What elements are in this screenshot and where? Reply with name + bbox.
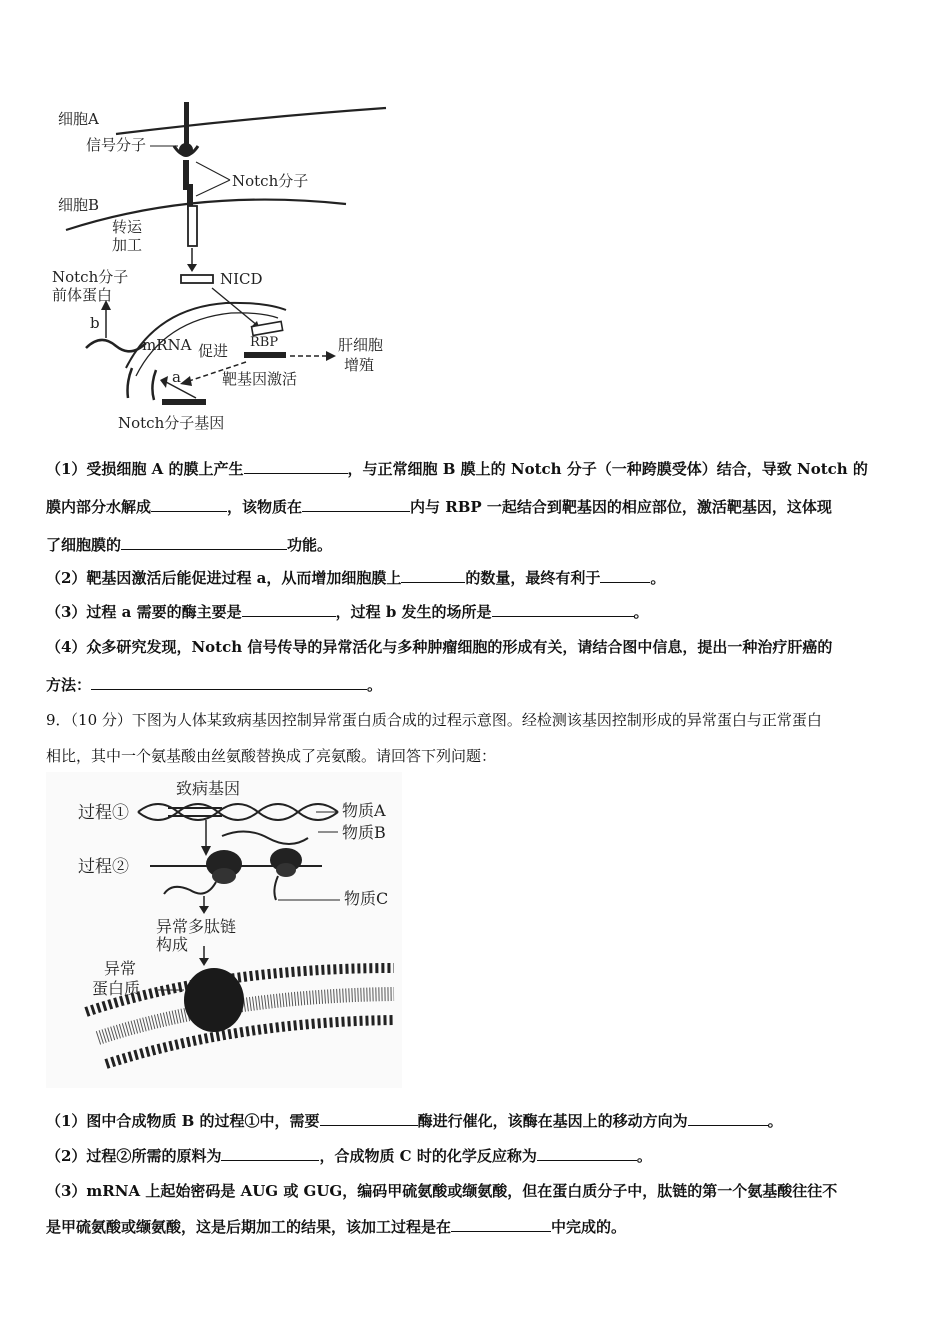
label-substance-b: 物质B — [342, 823, 386, 842]
q8-p1-text-b: ，与正常细胞 B 膜上的 Notch 分子（一种跨膜受体）结合，导致 Notch 的 — [347, 460, 868, 478]
q9-p1-blank2[interactable] — [688, 1111, 768, 1126]
label-promote: 促进 — [198, 342, 229, 360]
q8-p4-text-a: （4）众多研究发现，Notch 信号传导的异常活化与多种肿瘤细胞的形成有关，请结合图中信息，提出一种治疗肝癌的 — [46, 638, 833, 656]
q8-p2-blank2[interactable] — [600, 568, 650, 583]
label-nicd: NICD — [220, 270, 263, 288]
notch-pointer-lower — [196, 180, 230, 196]
q8-p2-blank1[interactable] — [401, 568, 465, 583]
label-signal-molecule: 信号分子 — [86, 136, 147, 154]
q8-part4-line1 — [46, 636, 906, 658]
label-process-a: a — [172, 368, 181, 386]
q9-p2-text-b: ，合成物质 C 时的化学反应称为 — [319, 1147, 537, 1165]
label-process-b: b — [90, 314, 100, 332]
label-process-1: 过程① — [78, 803, 129, 823]
label-transport: 转运 — [112, 218, 143, 236]
label-proliferation: 增殖 — [344, 356, 375, 374]
signal-molecule-stem — [184, 102, 189, 146]
q8-p2-text-c: 。 — [650, 569, 666, 587]
ribosome-2-small — [276, 863, 296, 877]
q8-p1-blank2[interactable] — [151, 497, 227, 512]
q9-intro-line1 — [46, 709, 906, 731]
q8-p1-text-g: 功能。 — [287, 536, 333, 554]
label-protein: 蛋白质 — [92, 979, 141, 998]
notch-transmembrane-box — [188, 206, 197, 246]
q9-p1-blank1[interactable] — [320, 1111, 418, 1126]
q8-p3-text-a: （3）过程 a 需要的酶主要是 — [46, 603, 242, 621]
cell-a-membrane — [116, 108, 386, 134]
q8-p1-blank4[interactable] — [121, 535, 287, 550]
label-substance-c: 物质C — [344, 889, 389, 908]
q8-p4-text-b: 方法： — [46, 676, 92, 694]
q8-p3-text-c: 。 — [633, 603, 649, 621]
q9-p2-text-a: （2）过程②所需的原料为 — [46, 1147, 222, 1165]
q8-p1-text-e: 内与 RBP 一起结合到靶基因的相应部位，激活靶基因，这体现 — [410, 498, 832, 516]
q8-part3 — [46, 601, 906, 623]
q9-p2-blank2[interactable] — [537, 1146, 637, 1161]
q8-p4-text-c: 。 — [367, 676, 383, 694]
q9-p3-text-a: （3）mRNA 上起始密码是 AUG 或 GUG，编码甲硫氨酸或缬氨酸，但在蛋白质分子中，肽链的第一个氨基酸往往不 — [46, 1182, 838, 1200]
label-processing: 加工 — [112, 236, 143, 254]
notch-signaling-figure — [46, 98, 396, 438]
q8-part1-line1 — [46, 458, 906, 480]
cell-b-membrane — [66, 200, 346, 230]
abnormal-protein — [184, 968, 244, 1032]
q8-p1-blank3[interactable] — [302, 497, 410, 512]
q8-p1-text-f: 了细胞膜的 — [46, 536, 122, 554]
gene-strand-right — [152, 370, 156, 400]
q8-p3-blank2[interactable] — [492, 602, 634, 617]
gene-expression-svg — [46, 772, 402, 1088]
label-abnormal: 异常 — [104, 959, 137, 978]
q8-p3-text-b: ，过程 b 发生的场所是 — [335, 603, 492, 621]
label-constitute: 构成 — [156, 935, 189, 954]
q9-part1 — [46, 1110, 906, 1132]
q9-part2 — [46, 1145, 906, 1167]
q9-intro-text-a: 9．（10 分）下图为人体某致病基因控制异常蛋白质合成的过程示意图。经检测该基因控制形成的异常蛋白与正常蛋白 — [46, 711, 822, 729]
cleavage-arrow-head — [187, 264, 197, 272]
process-a-arrow-head — [160, 376, 168, 388]
q8-p2-text-a: （2）靶基因激活后能促进过程 a，从而增加细胞膜上 — [46, 569, 402, 587]
ribosome-1-small — [212, 868, 236, 884]
notch-gene-dna-bar — [162, 399, 206, 405]
q8-p3-blank1[interactable] — [242, 602, 336, 617]
q9-intro-text-b: 相比，其中一个氨基酸由丝氨酸替换成了亮氨酸。请回答下列问题： — [46, 747, 497, 765]
label-notch-molecule: Notch分子 — [232, 172, 309, 190]
notch-pointer-upper — [196, 162, 230, 180]
q8-p1-text-c: 膜内部分水解成 — [46, 498, 152, 516]
q9-p1-text-b: 酶进行催化，该酶在基因上的移动方向为 — [417, 1112, 688, 1130]
q8-part1-line3 — [46, 534, 906, 556]
q8-part1-line2 — [46, 496, 906, 518]
q8-p1-text-d: ，该物质在 — [227, 498, 303, 516]
q9-p1-text-a: （1）图中合成物质 B 的过程①中，需要 — [46, 1112, 320, 1130]
gene-strand-left — [128, 368, 133, 398]
q9-part3-line2 — [46, 1216, 906, 1238]
label-cell-a: 细胞A — [58, 110, 99, 128]
label-cell-b: 细胞B — [58, 196, 100, 214]
q8-part4-line2 — [46, 674, 906, 696]
label-target-gene-activation: 靶基因激活 — [222, 370, 298, 388]
label-precursor-protein: 前体蛋白 — [52, 286, 113, 304]
q8-p1-blank1[interactable] — [244, 459, 348, 474]
q8-p2-text-b: 的数量，最终有利于 — [465, 569, 601, 587]
q9-p3-blank1[interactable] — [451, 1217, 551, 1232]
q9-p3-text-c: 中完成的。 — [551, 1218, 627, 1236]
label-notch-gene: Notch分子基因 — [118, 414, 225, 432]
target-gene-dna-bar — [244, 352, 286, 358]
q8-p1-text-a: （1）受损细胞 A 的膜上产生 — [46, 460, 244, 478]
label-notch-precursor: Notch分子 — [52, 268, 129, 286]
mrna-strand — [86, 340, 146, 351]
promote-arrow-head — [180, 376, 192, 386]
nicd-to-rbp-arrow-line — [212, 288, 258, 326]
gene-expression-figure — [46, 772, 402, 1088]
q9-p2-blank1[interactable] — [221, 1146, 319, 1161]
nicd-box — [181, 275, 213, 283]
q9-part3-line1 — [46, 1180, 906, 1202]
label-process-2: 过程② — [78, 857, 129, 877]
q9-p2-text-c: 。 — [636, 1147, 652, 1165]
label-rbp: RBP — [250, 335, 279, 350]
q9-p3-text-b: 是甲硫氨酸或缬氨酸，这是后期加工的结果，该加工过程是在 — [46, 1218, 452, 1236]
label-disease-gene: 致病基因 — [176, 779, 241, 798]
notch-diagram-svg — [46, 98, 396, 438]
label-liver-cell: 肝细胞 — [338, 336, 384, 354]
label-abnormal-polypeptide: 异常多肽链 — [156, 917, 237, 936]
label-substance-a: 物质A — [342, 801, 386, 820]
q9-intro-line2 — [46, 745, 906, 767]
proliferation-arrow-head — [326, 351, 336, 361]
q8-p4-blank1[interactable] — [91, 675, 367, 690]
q9-p1-text-c: 。 — [767, 1112, 783, 1130]
label-mrna: mRNA — [142, 336, 192, 354]
q8-part2 — [46, 567, 906, 589]
